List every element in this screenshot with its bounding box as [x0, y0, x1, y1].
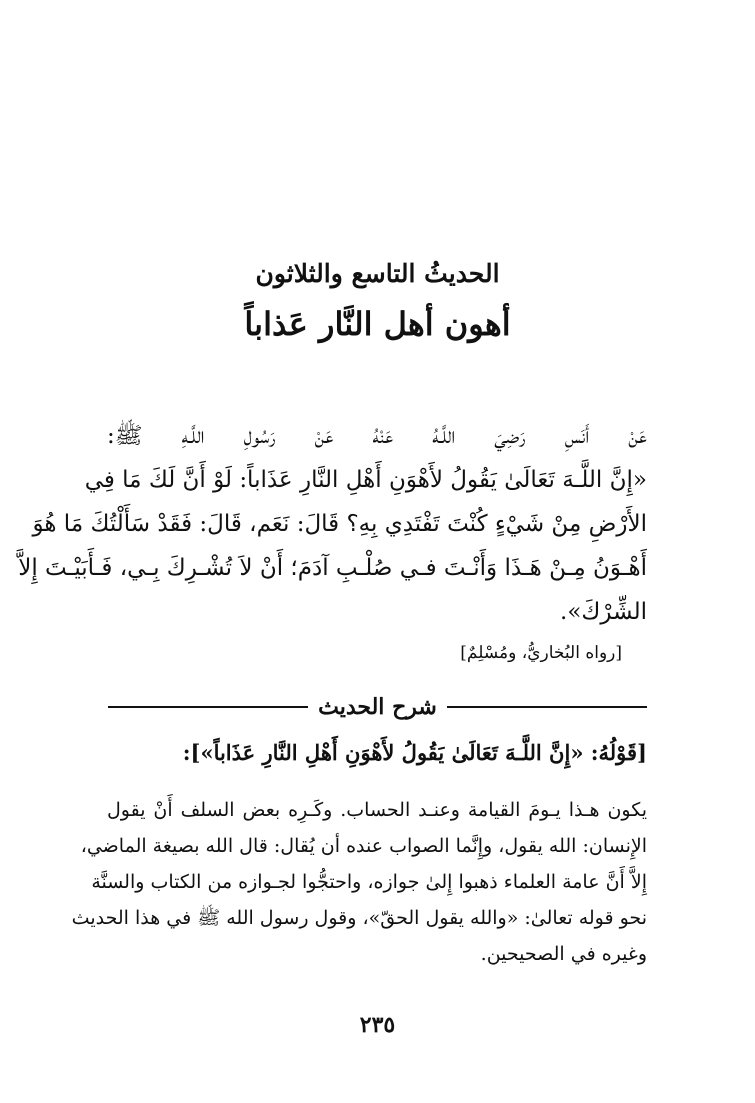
quote-heading: [قَوْلُهُ: «إِنَّ اللَّـهَ تَعَالَىٰ يَقُولُ لأَهْوَنِ أَهْلِ النَّارِ عَذَاباً»]: [182, 740, 647, 765]
hadith-text-line: الشِّرْكَ». [560, 599, 647, 625]
hadith-source: [رواه البُخاريُّ، ومُسْلِمٌ] [460, 643, 622, 663]
section-heading-label: شرح الحديث [318, 694, 437, 720]
hadith-text-line: الأَرْضِ مِنْ شَيْءٍ كُنْتَ تَفْتَدِي بِهِ؟ قَالَ: نَعَم، قَالَ: فَقَدْ سَأَلْتُكَ مَا هُوَ [32, 511, 647, 537]
page-number: ٢٣٥ [359, 1012, 396, 1038]
commentary-line: إِلاَّ أَنَّ عامة العلماء ذهبوا إِلىٰ جوازه، واحتجُّوا لجـوازه من الكتاب والسنَّة [91, 871, 647, 893]
hadith-title: أهون أهل النَّار عَذاباً [244, 305, 511, 343]
hadith-number-heading: الحديثُ التاسع والثلاثون [255, 259, 500, 288]
section-rule-right [447, 706, 647, 708]
commentary-line: يكون هـذا يـومَ القيامة وعنـد الحساب. وكَـرِه بعض السلف أَنْ يقول [107, 799, 647, 821]
hadith-text-line: أَهْـوَنُ مِـنْ هَـذَا وَأَنْـتَ فـي صُلْـبِ آدَمَ؛ أَنْ لاَ تُشْـرِكَ بِـي، فَـأَبَيْـتَ إِلاَّ [18, 555, 647, 581]
commentary-line: وغيره في الصحيحين. [480, 943, 647, 965]
section-heading [108, 690, 647, 724]
hadith-text-line: عَنْ أَنَسِ رَضِيَ اللَّـهُ عَنْهُ عَنْ رَسُولِ اللَّـهِ ﷺ: [107, 423, 647, 449]
commentary-line: نحو قوله تعالىٰ: «والله يقول الحقّ»، وقول رسول الله ﷺ في هذا الحديث [71, 907, 647, 929]
hadith-text-line: «إِنَّ اللَّـهَ تَعَالَىٰ يَقُولُ لأَهْوَنِ أَهْلِ النَّارِ عَذَاباً: لَوْ أَنَّ لَكَ مَا فِي [84, 467, 647, 493]
commentary-line: الإِنسان: الله يقول، وإِنَّما الصواب عنده أن يُقال: قال الله بصيغة الماضي، [80, 835, 647, 857]
section-rule-left [108, 706, 308, 708]
hadith-text [18, 414, 647, 634]
commentary-text [71, 792, 647, 972]
